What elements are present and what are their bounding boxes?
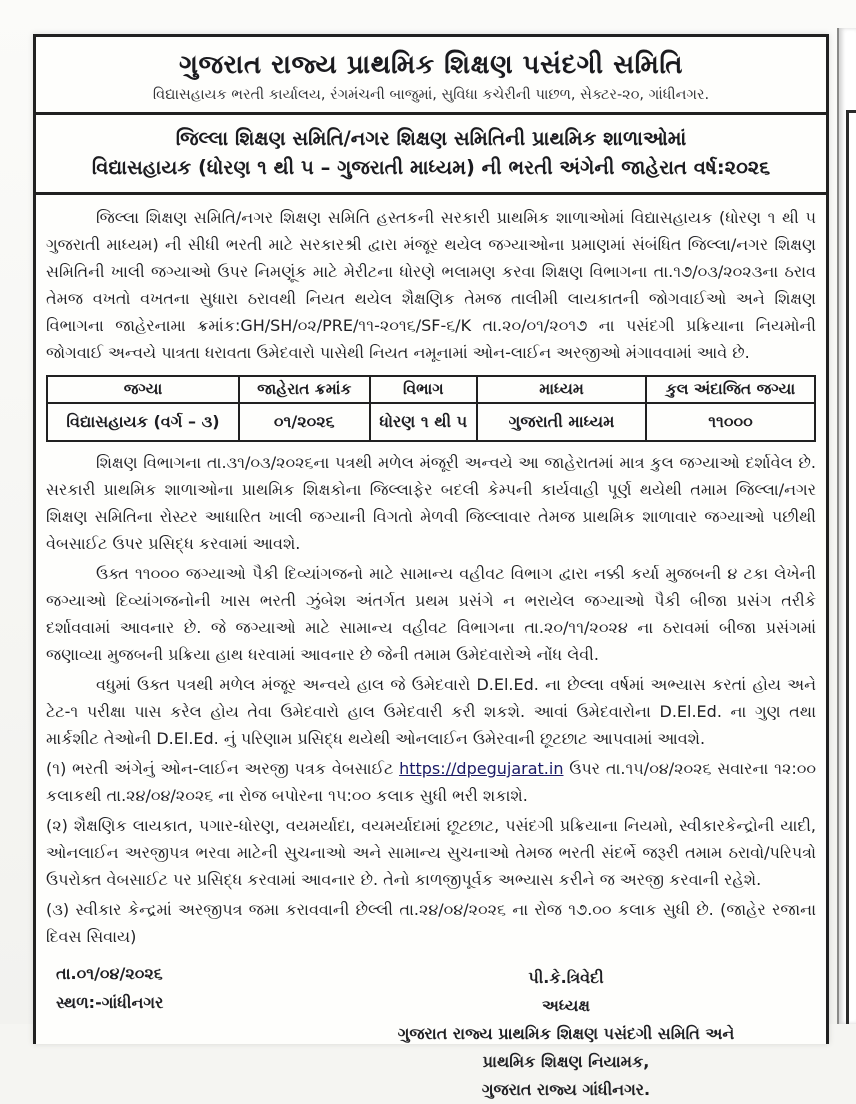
vacancy-table-row	[47, 403, 815, 441]
signatory-name: પી.કે.ત્રિવેદી	[528, 968, 604, 987]
cell-advt-no: ૦૧/૨૦૨૬	[239, 403, 370, 441]
footer-place: સ્થળ:-ગાંધીનગર	[56, 993, 164, 1012]
cell-post: વિદ્યાસહાયક (વર્ગ – ૩)	[47, 403, 239, 441]
note-1-suffix: ઉપર તા.૧૫/૦૪/૨૦૨૬ સવારના ૧૨:૦૦ કલાકથી તા.૨૪/૦૪/૨૦૨૬ ના રોજ બપોરના ૧૫:૦૦ કલાક સુધી ભરી શકાશે.	[46, 759, 816, 805]
signatory-org-line3: ગુજરાત રાજ્ય ગાંધીનગર.	[481, 1080, 651, 1099]
footer-date: તા.૦૧/૦૪/૨૦૨૬	[56, 964, 163, 983]
disabled-quota-paragraph: ઉક્ત ૧૧૦૦૦ જગ્યાઓ પૈકી દિવ્યાંગજનો માટે સામાન્ય વહીવટ વિભાગ દ્વારા નક્કી કર્યા મુજબની ૪ ટકા લેખેની જગ્યાઓ દિવ્યાંગજનોની ખાસ ભરતી ઝુંબેશ અંતર્ગત પ્રથમ પ્રસંગે ન ભરાયેલ જગ્યાઓ પૈકી બીજા પ્રસંગ તરીકે દર્શાવવામાં આવનાર છે. જે જગ્યાઓ માટે સામાન્ય વહીવટ વિભાગના તા.૨૦/૧૧/૨૦૨૪ ના ઠરાવમાં બીજા પ્રસંગમાં જણાવ્યા મુજબની પ્રક્રિયા હાથ ધરવામાં આવનાર છે જેની તમામ ઉમેદવારોએ નોંધ લેવી.	[46, 564, 816, 664]
org-address: વિદ્યાસહાયક ભરતી કાર્યાલય, રંગમંચની બાજુમાં, સુવિધા કચેરીની પાછળ, સેક્ટર-૨૦, ગાંધીનગર.	[152, 87, 710, 103]
col-header-total: કુલ અંદાજિત જગ્યા	[646, 376, 815, 403]
intro-paragraph: જિલ્લા શિક્ષણ સમિતિ/નગર શિક્ષણ સમિતિ હસ્તકની સરકારી પ્રાથમિક શાળાઓમાં વિદ્યાસહાયક (ધોરણ ૧ થી ૫ ગુજરાતી માધ્યમ) ની સીધી ભરતી માટે સરકારશ્રી દ્વારા મંજૂર થયેલ જગ્યાઓના પ્રમાણમાં સંબંધિત જિલ્લા/નગર શિક્ષણ સમિતિની ખાલી જગ્યાઓ ઉપર નિમણૂંક માટે મેરીટના ધોરણે ભલામણ કરવા શિક્ષણ વિભાગના તા.૧૭/૦૩/૨૦૨૩ના ઠરાવ તેમજ વખતો વખતના સુધારા ઠરાવથી નિયત થયેલ શૈક્ષણિક તેમજ તાલીમી લાયકાતની જોગવાઈઓ અને શિક્ષણ વિભાગના જાહેરનામા ક્રમાંક:GH/SH/૦૨/PRE/૧૧-૨૦૧૬/SF-૬/K તા.૨૦/૦૧/૨૦૧૭ ના પસંદગી પ્રક્રિયાના નિયમોની જોગવાઈ અન્વયે પાત્રતા ધરાવતા ઉમેદવારો પાસેથી નિયત નમૂનામાં ઓન-લાઈન અરજીઓ મંગાવવામાં આવે છે.	[46, 208, 816, 362]
vacancy-table-header-row	[47, 376, 815, 403]
org-title: ગુજરાત રાજ્ય પ્રાથમિક શિક્ષણ પસંદગી સમિતિ	[178, 50, 684, 80]
signatory-details	[326, 964, 806, 1104]
note-3: (૩) સ્વીકાર કેન્દ્રમાં અરજીપત્ર જમા કરાવવાની છેલ્લી તા.૨૪/૦૪/૨૦૨૬ ના રોજ ૧૭.૦૦ કલાક સુધી છે. (જાહેર રજાના દિવસ સિવાય)	[46, 900, 816, 946]
note-1-prefix: (૧) ભરતી અંગેનું ઓન-લાઈન અરજી પત્રક વેબસાઈટ	[46, 759, 400, 778]
signatory-designation: અધ્યક્ષ	[542, 996, 590, 1015]
footer-date-place	[56, 964, 326, 1013]
recruitment-notice-document	[33, 34, 829, 1099]
notice-body	[36, 195, 826, 1104]
note-2: (૨) શૈક્ષણિક લાયકાત, પગાર-ધોરણ, વયમર્યાદા, વયમર્યાદામાં છૂટછાટ, પસંદગી પ્રક્રિયાના નિયમો, સ્વીકારકેન્દ્રોની યાદી, ઓનલાઈન અરજીપત્ર ભરવા માટેની સુચનાઓ અને સામાન્ય સુચનાઓ તેમજ ભરતી સંદર્ભે જરૂરી તમામ ઠરાવો/પરિપત્રો ઉપરોક્ત વેબસાઈટ પર પ્રસિદ્ધ કરવામાં આવનાર છે. તેનો કાળજીપૂર્વક અભ્યાસ કરીને જ અરજી કરવાની રહેશે.	[46, 816, 816, 889]
application-website-link[interactable]: https://dpegujarat.in	[399, 759, 564, 778]
vacancy-table	[46, 375, 816, 442]
col-header-division: વિભાગ	[370, 376, 478, 403]
col-header-post: જગ્યા	[47, 376, 239, 403]
adjacent-page-border	[846, 110, 856, 1024]
adjacent-page-edge	[837, 28, 856, 1024]
signature-block	[46, 950, 816, 1104]
signatory-org-line1: ગુજરાત રાજ્ય પ્રાથમિક શિક્ષણ પસંદગી સમિતિ અને	[397, 1024, 735, 1043]
signatory-org-line2: પ્રાથમિક શિક્ષણ નિયામક,	[482, 1052, 650, 1071]
notice-title-line2: વિદ્યાસહાયક (ધોરણ ૧ થી ૫ – ગુજરાતી માધ્યમ) ની ભરતી અંગેની જાહેરાત વર્ષ:૨૦૨૬	[91, 156, 771, 179]
cell-division: ધોરણ ૧ થી ૫	[370, 403, 478, 441]
approval-paragraph: શિક્ષણ વિભાગના તા.૩૧/૦૩/૨૦૨૬ના પત્રથી મળેલ મંજૂરી અન્વયે આ જાહેરાતમાં માત્ર કુલ જગ્યાઓ દર્શાવેલ છે. સરકારી પ્રાથમિક શાળાઓના પ્રાથમિક શિક્ષકોના જિલ્લાફેર બદલી કેમ્પની કાર્યવાહી પૂર્ણ થયેથી તમામ જિલ્લા/નગર શિક્ષણ સમિતિના રોસ્ટર આધારિત ખાલી જગ્યાની વિગતો મેળવી જિલ્લાવાર તેમજ પ્રાથમિક શાળાવાર જગ્યાઓ પછીથી વેબસાઈટ ઉપર પ્રસિદ્ધ કરવામાં આવશે.	[46, 453, 816, 553]
notice-title-box	[36, 115, 826, 195]
note-1	[46, 755, 816, 809]
notice-title-line1: જિલ્લા શિક્ષણ સમિતિ/નગર શિક્ષણ સમિતિની પ્રાથમિક શાળાઓમાં	[175, 127, 687, 150]
cell-medium: ગુજરાતી માધ્યમ	[477, 403, 646, 441]
col-header-advt-no: જાહેરાત ક્રમાંક	[239, 376, 370, 403]
deled-paragraph: વધુમાં ઉક્ત પત્રથી મળેલ મંજૂર અન્વયે હાલ જે ઉમેદવારો D.El.Ed. ના છેલ્લા વર્ષમાં અભ્યાસ કરતાં હોય અને ટેટ-૧ પરીક્ષા પાસ કરેલ હોય તેવા ઉમેદવારો હાલ ઉમેદવારી કરી શકશે. આવાં ઉમેદવારોના D.El.Ed. ના ગુણ તથા માર્કશીટ તેઓની D.El.Ed. નું પરિણામ પ્રસિદ્ધ થયેથી ઓનલાઈન ઉમેરવાની છૂટછાટ આપવામાં આવશે.	[46, 675, 816, 748]
cell-total: ૧૧૦૦૦	[646, 403, 815, 441]
col-header-medium: માધ્યમ	[477, 376, 646, 403]
org-header	[36, 37, 826, 115]
